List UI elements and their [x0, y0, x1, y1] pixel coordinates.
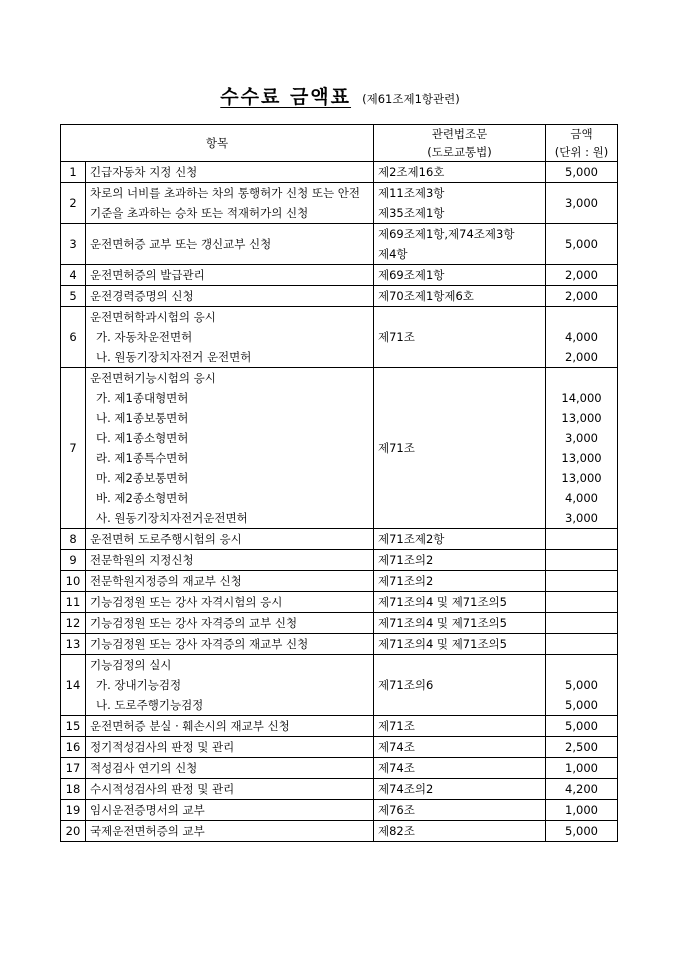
document-title: 수수료 금액표 — [220, 86, 352, 108]
law-reference: 제71조 — [378, 719, 415, 733]
law-reference: 제74조 — [378, 761, 415, 775]
item-cell — [86, 265, 374, 286]
fee-amount: 14,000 — [561, 391, 602, 405]
law-cell — [374, 634, 546, 655]
fee-cell — [546, 634, 618, 655]
table-row — [61, 286, 618, 307]
table-header-row — [61, 125, 618, 162]
row-number: 3 — [61, 224, 86, 265]
fee-amount — [550, 613, 613, 633]
row-number: 6 — [61, 307, 86, 368]
item-text: 국제운전면허증의 교부 — [90, 824, 205, 838]
item-cell — [86, 286, 374, 307]
fee-amount: 13,000 — [561, 411, 602, 425]
header-fee-title: 금액 — [570, 127, 593, 141]
fee-amount: 13,000 — [561, 451, 602, 465]
item-subitem: 가. 장내기능검정 — [96, 678, 182, 692]
table-row — [61, 183, 618, 224]
item-cell — [86, 613, 374, 634]
law-reference: 제71조 — [378, 441, 415, 455]
item-text: 운전면허증 교부 또는 갱신교부 신청 — [90, 237, 272, 251]
item-cell — [86, 162, 374, 183]
item-cell — [86, 634, 374, 655]
fee-amount: 13,000 — [561, 471, 602, 485]
row-number: 14 — [61, 655, 86, 716]
item-subitem: 마. 제2종보통면허 — [96, 471, 189, 485]
fee-amount: 2,500 — [565, 740, 598, 754]
fee-cell — [546, 224, 618, 265]
fee-amount — [550, 592, 613, 612]
law-cell — [374, 800, 546, 821]
law-cell — [374, 779, 546, 800]
header-law — [374, 125, 546, 162]
fee-cell — [546, 779, 618, 800]
item-cell — [86, 716, 374, 737]
table-row — [61, 529, 618, 550]
row-number: 13 — [61, 634, 86, 655]
fee-cell — [546, 655, 618, 716]
item-subitem: 바. 제2종소형면허 — [96, 491, 189, 505]
law-cell — [374, 265, 546, 286]
law-reference: 제69조제1항,제74조제3항 — [378, 227, 515, 241]
law-cell — [374, 162, 546, 183]
row-number: 18 — [61, 779, 86, 800]
fee-cell — [546, 613, 618, 634]
row-number: 1 — [61, 162, 86, 183]
fee-cell — [546, 183, 618, 224]
fee-amount — [550, 634, 613, 654]
item-text: 기능검정원 또는 강사 자격시험의 응시 — [90, 595, 283, 609]
item-cell — [86, 183, 374, 224]
fee-amount — [550, 655, 613, 675]
law-reference: 제71조의4 및 제71조의5 — [378, 637, 507, 651]
fee-amount: 5,000 — [565, 719, 598, 733]
item-text: 적성검사 연기의 신청 — [90, 761, 198, 775]
item-cell — [86, 821, 374, 842]
law-reference: 제69조제1항 — [378, 268, 445, 282]
law-cell — [374, 821, 546, 842]
table-row — [61, 307, 618, 368]
item-text: 기능검정원 또는 강사 자격증의 교부 신청 — [90, 616, 298, 630]
law-reference: 제71조의4 및 제71조의5 — [378, 595, 507, 609]
law-reference: 제71조의6 — [378, 678, 434, 692]
item-text: 운전면허학과시험의 응시 — [90, 310, 216, 324]
law-reference: 제71조의4 및 제71조의5 — [378, 616, 507, 630]
fee-table-body — [61, 162, 618, 842]
table-row — [61, 571, 618, 592]
item-text: 운전면허 도로주행시험의 응시 — [90, 532, 242, 546]
law-reference: 제70조제1항제6호 — [378, 289, 474, 303]
item-cell — [86, 224, 374, 265]
fee-cell — [546, 571, 618, 592]
fee-cell — [546, 821, 618, 842]
law-cell — [374, 655, 546, 716]
fee-cell — [546, 716, 618, 737]
item-cell — [86, 737, 374, 758]
fee-amount: 5,000 — [565, 165, 598, 179]
law-reference: 제71조제2항 — [378, 532, 445, 546]
item-cell — [86, 800, 374, 821]
law-reference: 제76조 — [378, 803, 415, 817]
fee-amount: 4,000 — [565, 491, 598, 505]
fee-amount: 2,000 — [565, 268, 598, 282]
item-subitem: 나. 제1종보통면허 — [96, 411, 189, 425]
law-cell — [374, 737, 546, 758]
item-subitem: 가. 제1종대형면허 — [96, 391, 189, 405]
law-reference: 제11조제3항 — [378, 186, 445, 200]
row-number: 15 — [61, 716, 86, 737]
row-number: 11 — [61, 592, 86, 613]
item-text: 수시적성검사의 판정 및 관리 — [90, 782, 235, 796]
law-reference: 제2조제16호 — [378, 165, 445, 179]
fee-amount: 2,000 — [565, 289, 598, 303]
table-row — [61, 779, 618, 800]
row-number: 7 — [61, 368, 86, 529]
fee-cell — [546, 368, 618, 529]
fee-cell — [546, 286, 618, 307]
item-cell — [86, 779, 374, 800]
law-cell — [374, 571, 546, 592]
header-law-subtitle: (도로교통법) — [427, 145, 492, 159]
item-text: 전문학원지정증의 재교부 신청 — [90, 574, 242, 588]
fee-amount — [550, 571, 613, 591]
item-subitem: 가. 자동차운전면허 — [96, 330, 193, 344]
document-header — [0, 82, 680, 109]
fee-amount — [550, 529, 613, 549]
item-text: 기능검정의 실시 — [90, 658, 172, 672]
item-text: 전문학원의 지정신청 — [90, 553, 194, 567]
header-item: 항목 — [61, 125, 374, 162]
table-row — [61, 613, 618, 634]
item-cell — [86, 368, 374, 529]
item-subitem: 나. 도로주행기능검정 — [96, 698, 204, 712]
law-cell — [374, 368, 546, 529]
item-cell — [86, 592, 374, 613]
item-cell — [86, 529, 374, 550]
row-number: 2 — [61, 183, 86, 224]
fee-amount: 5,000 — [565, 237, 598, 251]
item-text: 임시운전증명서의 교부 — [90, 803, 205, 817]
table-row — [61, 368, 618, 529]
document-subtitle: (제61조제1항관련) — [362, 92, 460, 106]
item-subitem: 사. 원동기장치자전거운전면허 — [96, 511, 248, 525]
row-number: 10 — [61, 571, 86, 592]
item-text: 운전면허기능시험의 응시 — [90, 371, 216, 385]
law-cell — [374, 716, 546, 737]
fee-amount: 4,200 — [565, 782, 598, 796]
law-cell — [374, 592, 546, 613]
law-reference: 제74조의2 — [378, 782, 434, 796]
item-text: 기능검정원 또는 강사 자격증의 재교부 신청 — [90, 637, 309, 651]
fee-amount: 1,000 — [565, 761, 598, 775]
fee-amount: 5,000 — [565, 678, 598, 692]
law-cell — [374, 550, 546, 571]
item-cell — [86, 758, 374, 779]
item-subitem: 다. 제1종소형면허 — [96, 431, 189, 445]
item-cell — [86, 655, 374, 716]
table-row — [61, 737, 618, 758]
fee-cell — [546, 550, 618, 571]
law-reference: 제82조 — [378, 824, 415, 838]
law-cell — [374, 613, 546, 634]
law-cell — [374, 183, 546, 224]
item-text: 정기적성검사의 판정 및 관리 — [90, 740, 235, 754]
row-number: 12 — [61, 613, 86, 634]
table-row — [61, 758, 618, 779]
table-row — [61, 162, 618, 183]
row-number: 9 — [61, 550, 86, 571]
item-cell — [86, 550, 374, 571]
fee-amount: 4,000 — [565, 330, 598, 344]
fee-cell — [546, 758, 618, 779]
table-row — [61, 550, 618, 571]
header-fee-unit: (단위 : 원) — [554, 145, 609, 159]
fee-amount: 3,000 — [565, 431, 598, 445]
header-law-title: 관련법조문 — [431, 127, 488, 141]
law-reference: 제4항 — [378, 247, 408, 261]
item-subitem: 라. 제1종특수면허 — [96, 451, 189, 465]
table-row — [61, 634, 618, 655]
fee-amount: 5,000 — [565, 698, 598, 712]
fee-table — [60, 124, 618, 842]
item-text: 운전면허증의 발급관리 — [90, 268, 205, 282]
law-cell — [374, 758, 546, 779]
item-cell — [86, 307, 374, 368]
table-row — [61, 800, 618, 821]
item-text: 차로의 너비를 초과하는 차의 통행허가 신청 또는 안전기준을 초과하는 승차 또는 적재허가의 신청 — [90, 186, 360, 220]
fee-cell — [546, 162, 618, 183]
law-cell — [374, 529, 546, 550]
row-number: 5 — [61, 286, 86, 307]
fee-amount: 1,000 — [565, 803, 598, 817]
fee-amount — [550, 368, 613, 388]
table-row — [61, 265, 618, 286]
item-cell — [86, 571, 374, 592]
item-text: 긴급자동차 지정 신청 — [90, 165, 198, 179]
table-row — [61, 655, 618, 716]
item-text: 운전면허증 분실 · 훼손시의 재교부 신청 — [90, 719, 290, 733]
item-subitem: 나. 원동기장치자전거 운전면허 — [96, 350, 252, 364]
law-cell — [374, 224, 546, 265]
row-number: 16 — [61, 737, 86, 758]
row-number: 19 — [61, 800, 86, 821]
fee-cell — [546, 307, 618, 368]
law-cell — [374, 307, 546, 368]
row-number: 4 — [61, 265, 86, 286]
fee-amount — [550, 307, 613, 327]
row-number: 20 — [61, 821, 86, 842]
fee-cell — [546, 529, 618, 550]
fee-amount: 3,000 — [565, 196, 598, 210]
fee-cell — [546, 800, 618, 821]
row-number: 8 — [61, 529, 86, 550]
fee-cell — [546, 592, 618, 613]
fee-cell — [546, 265, 618, 286]
fee-amount: 5,000 — [565, 824, 598, 838]
fee-amount: 3,000 — [565, 511, 598, 525]
item-text: 운전경력증명의 신청 — [90, 289, 194, 303]
fee-cell — [546, 737, 618, 758]
table-row — [61, 821, 618, 842]
law-reference: 제35조제1항 — [378, 206, 445, 220]
law-reference: 제74조 — [378, 740, 415, 754]
law-reference: 제71조의2 — [378, 553, 434, 567]
law-reference: 제71조의2 — [378, 574, 434, 588]
row-number: 17 — [61, 758, 86, 779]
table-row — [61, 592, 618, 613]
header-fee — [546, 125, 618, 162]
law-reference: 제71조 — [378, 330, 415, 344]
fee-amount — [550, 550, 613, 570]
table-row — [61, 716, 618, 737]
law-cell — [374, 286, 546, 307]
table-row — [61, 224, 618, 265]
fee-amount: 2,000 — [565, 350, 598, 364]
